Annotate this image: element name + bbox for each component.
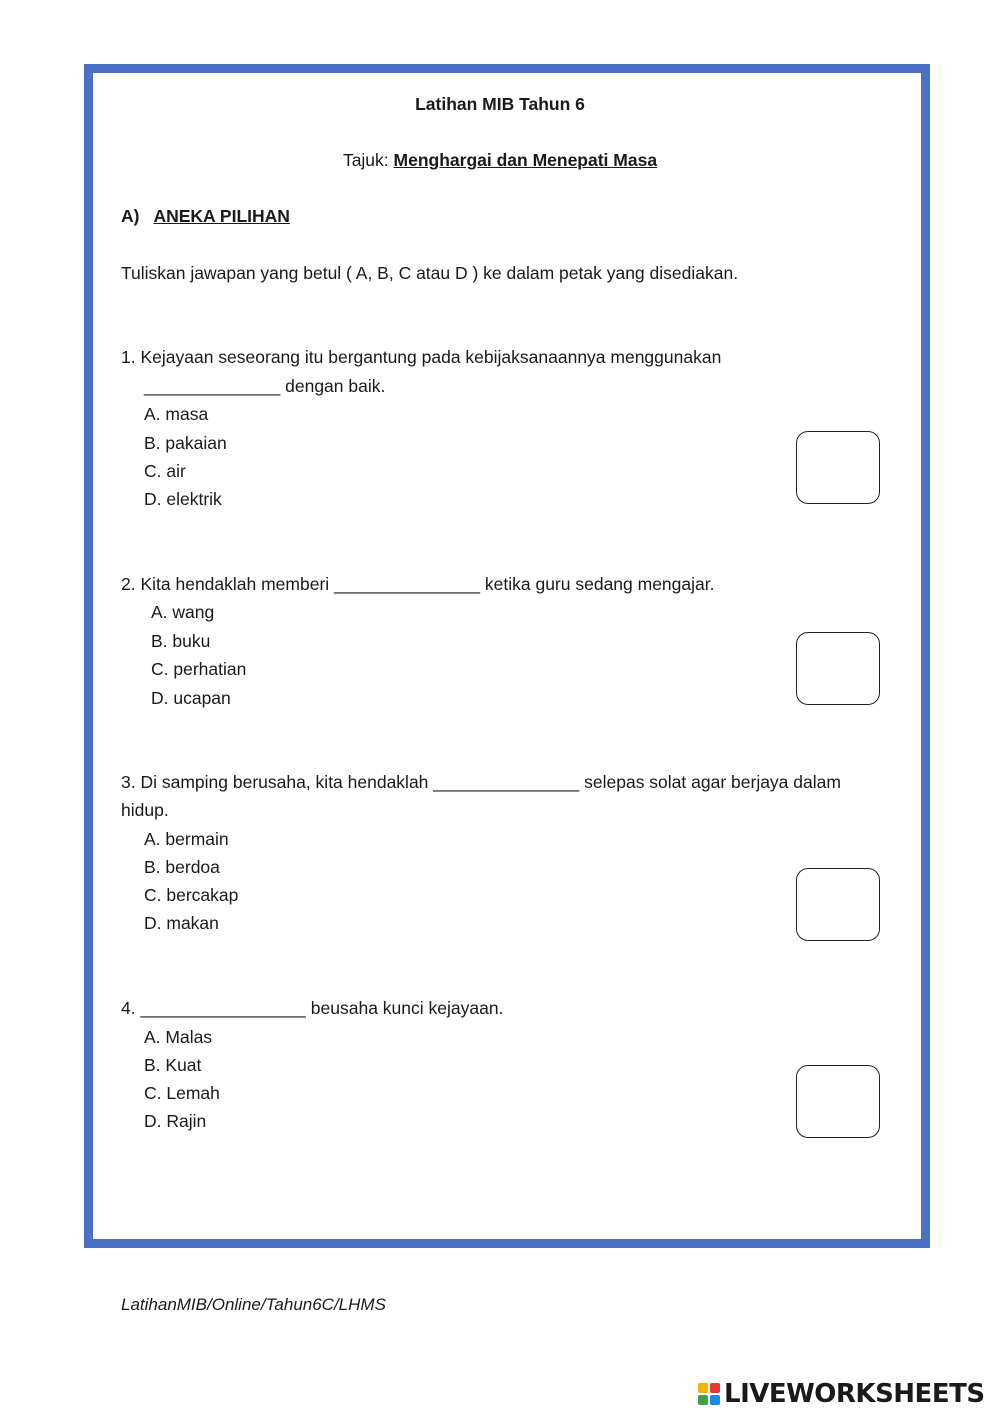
question-4-option-c: C. Lemah bbox=[144, 1083, 220, 1103]
question-1-text: 1. Kejayaan seseorang itu bergantung pada kebijaksanaannya menggunakan bbox=[121, 347, 722, 367]
question-3-option-d: D. makan bbox=[144, 913, 219, 933]
question-2-text: 2. Kita hendaklah memberi _______________ ketika guru sedang mengajar. bbox=[121, 574, 715, 594]
question-2-option-a: A. wang bbox=[151, 602, 215, 622]
brand-square-1 bbox=[698, 1383, 708, 1393]
brand-name: LIVEWORKSHEETS bbox=[724, 1379, 985, 1409]
question-4-answer-box[interactable] bbox=[796, 1065, 880, 1138]
question-1-text-cont: ______________ dengan baik. bbox=[144, 376, 386, 396]
question-2-option-d: D. ucapan bbox=[151, 688, 231, 708]
question-3-option-c: C. bercakap bbox=[144, 885, 239, 905]
question-4-option-d: D. Rajin bbox=[144, 1111, 207, 1131]
question-1-option-d: D. elektrik bbox=[144, 489, 222, 509]
brand-grid-icon bbox=[698, 1383, 720, 1405]
question-2-option-b: B. buku bbox=[151, 631, 211, 651]
question-1-option-c: C. air bbox=[144, 461, 186, 481]
question-2-answer-box[interactable] bbox=[796, 632, 880, 705]
worksheet-topic bbox=[0, 149, 1000, 171]
section-heading bbox=[121, 205, 290, 227]
brand-square-4 bbox=[710, 1395, 720, 1405]
question-1-option-a: A. masa bbox=[144, 404, 209, 424]
topic-name: Menghargai dan Menepati Masa bbox=[393, 150, 658, 170]
instruction-text: Tuliskan jawapan yang betul ( A, B, C atau D ) ke dalam petak yang disediakan. bbox=[121, 263, 739, 283]
footer-code: LatihanMIB/Online/Tahun6C/LHMS bbox=[121, 1295, 386, 1314]
question-3-option-a: A. bermain bbox=[144, 829, 229, 849]
section-name: ANEKA PILIHAN bbox=[153, 206, 290, 226]
question-4-option-b: B. Kuat bbox=[144, 1055, 202, 1075]
brand-square-3 bbox=[698, 1395, 708, 1405]
question-3-text: 3. Di samping berusaha, kita hendaklah _______________ selepas solat agar berjaya dalam bbox=[121, 772, 841, 792]
question-3-option-b: B. berdoa bbox=[144, 857, 220, 877]
question-2-option-c: C. perhatian bbox=[151, 659, 247, 679]
question-4-text: 4. _________________ beusaha kunci kejayaan. bbox=[121, 998, 504, 1018]
question-3-text-cont: hidup. bbox=[121, 800, 169, 820]
question-1-option-b: B. pakaian bbox=[144, 433, 227, 453]
question-4-option-a: A. Malas bbox=[144, 1027, 213, 1047]
topic-prefix: Tajuk: bbox=[342, 150, 389, 170]
question-3-answer-box[interactable] bbox=[796, 868, 880, 941]
liveworksheets-logo[interactable] bbox=[698, 1377, 985, 1411]
question-1-answer-box[interactable] bbox=[796, 431, 880, 504]
brand-square-2 bbox=[710, 1383, 720, 1393]
section-label: A) bbox=[121, 206, 140, 226]
worksheet-title: Latihan MIB Tahun 6 bbox=[415, 94, 585, 114]
